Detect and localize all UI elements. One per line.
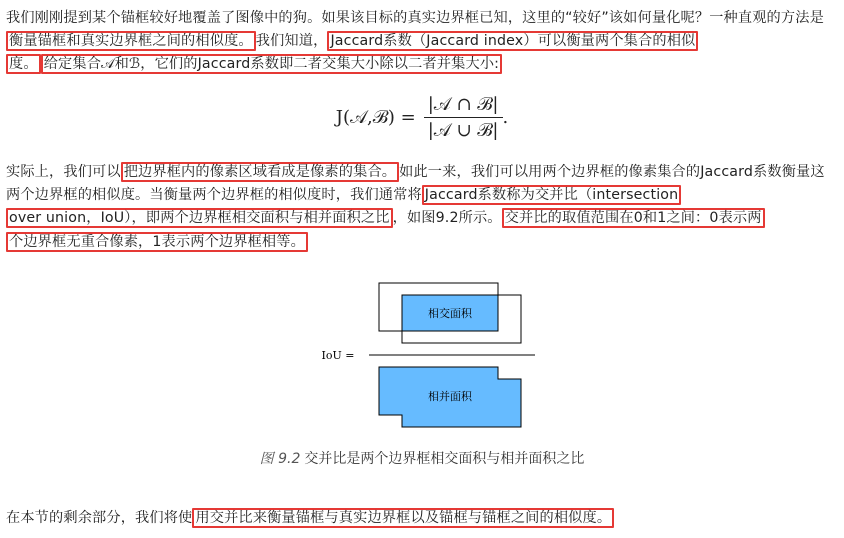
formula-lhs: J(𝒜,ℬ) = xyxy=(335,107,416,128)
figure-caption xyxy=(0,448,844,468)
highlight-use-iou: 用交并比来衡量锚框与真实边界框以及锚框与锚框之间的相似度。 xyxy=(192,508,614,528)
iou-label: IoU = xyxy=(321,349,355,362)
highlight-similarity: 衡量锚框和真实边界框之间的相似度。 xyxy=(6,31,256,51)
intersection-label: 相交面积 xyxy=(428,307,472,320)
formula-denominator: |𝒜 ∪ ℬ| xyxy=(427,120,499,141)
highlight-pixel-set: 把边界框内的像素区域看成是像素的集合。 xyxy=(121,162,399,182)
highlight-iou-definition: over union，IoU），即两个边界框相交面积与相并面积之比 xyxy=(6,208,393,228)
formula-numerator: |𝒜 ∩ ℬ| xyxy=(424,94,503,118)
caption-number: 图 9.2 xyxy=(259,451,301,467)
highlight-given-sets: 给定集合𝒜和ℬ，它们的Jaccard系数即二者交集大小除以二者并集大小: xyxy=(41,54,502,74)
highlight-jaccard-index-end: 度。 xyxy=(6,54,41,74)
highlight-iou-name: Jaccard系数称为交并比（intersection xyxy=(422,185,681,205)
highlight-iou-range: 交并比的取值范围在0和1之间：0表示两 xyxy=(502,208,765,228)
paragraph-remainder xyxy=(6,507,838,530)
formula-period: . xyxy=(502,107,509,128)
text-segment: ，如图9.2所示。 xyxy=(392,210,502,227)
highlight-iou-range-end: 个边界框无重合像素，1表示两个边界框相等。 xyxy=(6,232,308,252)
union-label: 相并面积 xyxy=(428,390,472,403)
text-segment: 实际上，我们可以 xyxy=(6,164,121,180)
text-segment: 我们知道， xyxy=(255,33,328,50)
text-segment: 如此一来，我们可以用两个边界框的像素集合的Jaccard系数衡量这两个边界框的相似度。当衡量两个边界框的相似度时，我们通常将 xyxy=(6,164,825,204)
highlight-jaccard-index: Jaccard系数（Jaccard index）可以衡量两个集合的相似 xyxy=(327,31,698,51)
text-segment: 我们刚刚提到某个锚框较好地覆盖了图像中的狗。如果该目标的真实边界框已知，这里的“较好”该如何量化呢？一种直观的方法是 xyxy=(6,10,824,26)
caption-text: 交并比是两个边界框相交面积与相并面积之比 xyxy=(304,451,585,467)
text-segment: 在本节的剩余部分，我们将使 xyxy=(6,510,193,526)
